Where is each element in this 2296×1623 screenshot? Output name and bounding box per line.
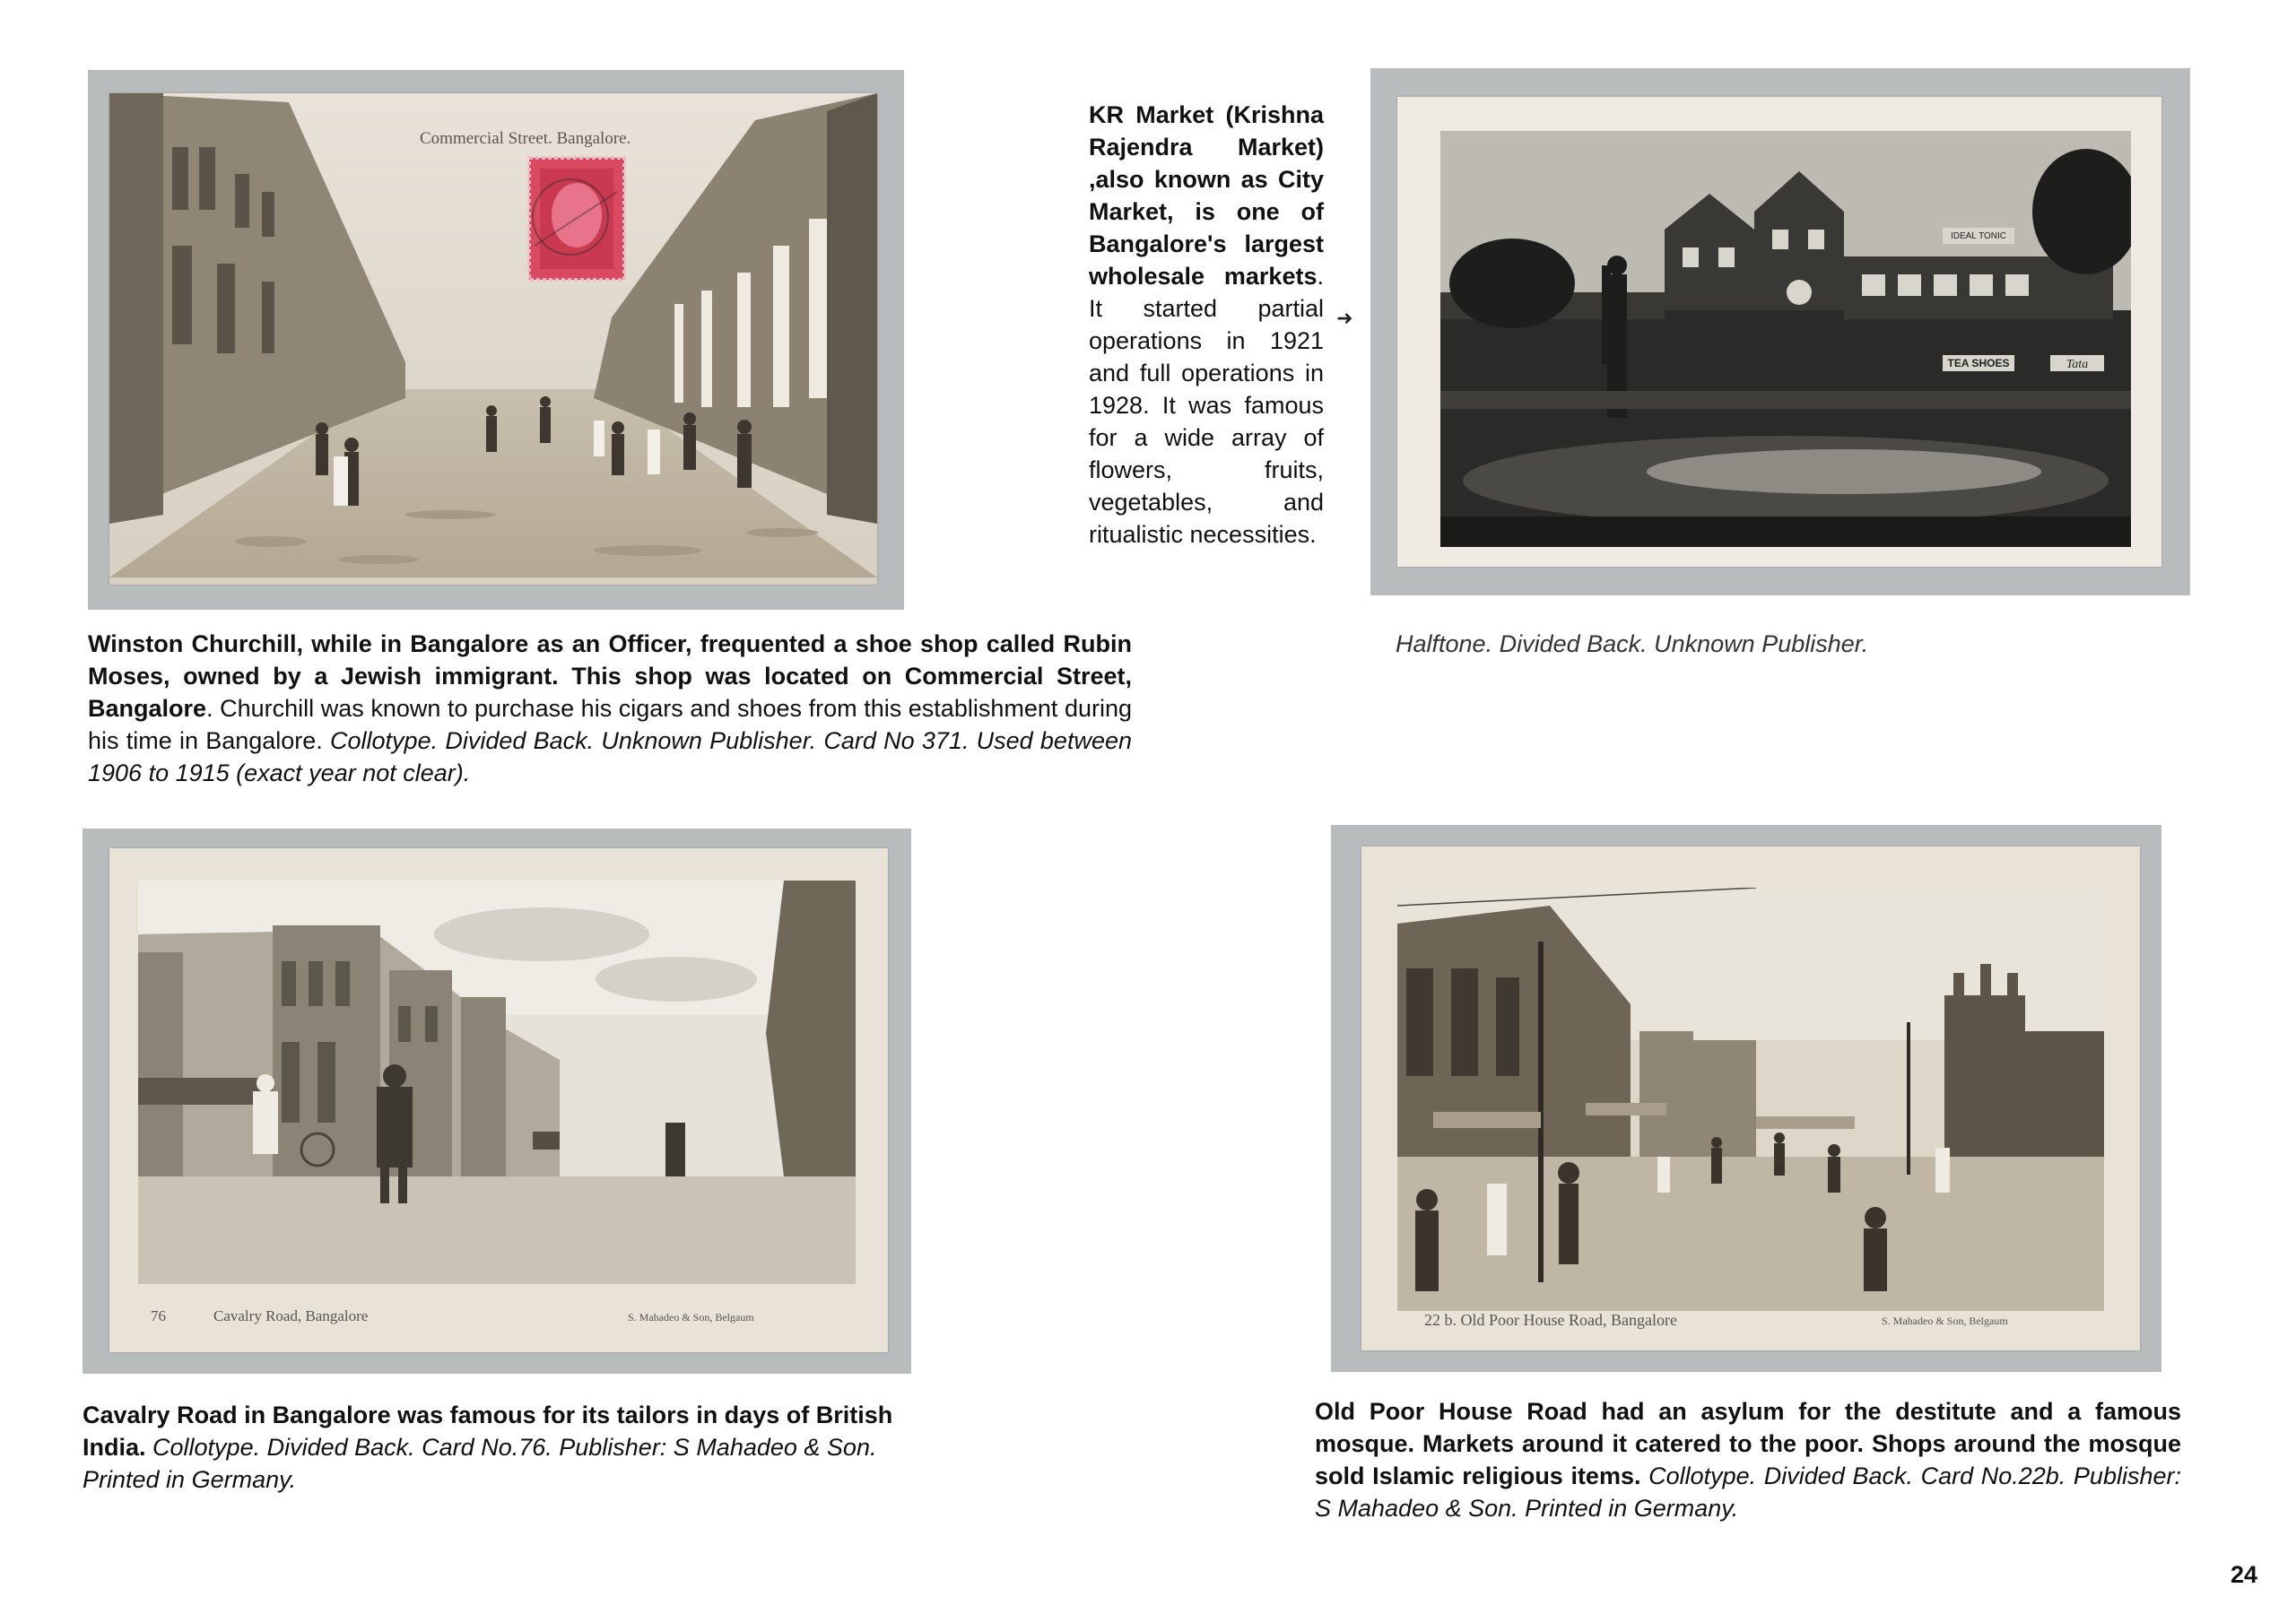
caption-old-poor-house-road-bold: Old Poor House Road had an asylum for the destitute and a famous mosque. Markets around it catered to the poor. Shops around the mosque sold Islamic religious items. xyxy=(1315,1398,2181,1489)
printed-title-old-poor-house-road: 22 b. Old Poor House Road, Bangalore xyxy=(1424,1311,1677,1329)
printed-publisher-cavalry-road: S. Mahadeo & Son, Belgaum xyxy=(628,1311,754,1324)
arrow-icon: ➜ xyxy=(1336,307,1353,329)
kr-market-description-bold: KR Market (Krishna Rajendra Market) ,also known as City Market, is one of Bangalore's largest wholesale markets xyxy=(1089,101,1324,290)
photo-old-poor-house-road xyxy=(1397,888,2104,1311)
caption-kr-market-italic: Halftone. Divided Back. Unknown Publisher. xyxy=(1396,630,1869,657)
printed-title-commercial-street: Commercial Street. Bangalore. xyxy=(420,129,631,148)
sign-tata: Tata xyxy=(2066,358,2089,371)
postage-stamp xyxy=(527,156,626,282)
caption-commercial-street-bold: Winston Churchill, while in Bangalore as an Officer, frequented a shoe shop called Rubin Moses, owned by a Jewish immigrant. This shop was located on Commercial Street, Bangalore xyxy=(88,630,1132,722)
postcard-kr-market xyxy=(1397,97,2161,567)
printed-publisher-old-poor-house-road: S. Mahadeo & Son, Belgaum xyxy=(1882,1315,2008,1327)
postcard-mount-old-poor-house-road xyxy=(1331,825,2161,1372)
sign-tea-shoes: TEA SHOES xyxy=(1947,357,2010,369)
printed-title-cavalry-road: Cavalry Road, Bangalore xyxy=(213,1307,369,1324)
postcard-commercial-street xyxy=(109,93,877,585)
photo-commercial-street xyxy=(109,93,877,585)
sign-ideal-tonic: IDEAL TONIC xyxy=(1950,231,2007,241)
caption-commercial-street xyxy=(88,628,1132,789)
caption-commercial-street-plain: . Churchill was known to purchase his cigars and shoes from this establishment during his time in Bangalore. xyxy=(88,695,1132,754)
photo-cavalry-road xyxy=(138,881,856,1284)
caption-cavalry-road-bold: Cavalry Road in Bangalore was famous for its tailors in days of British India. xyxy=(83,1402,893,1461)
caption-old-poor-house-road xyxy=(1315,1395,2181,1524)
page-number: 24 xyxy=(2230,1561,2257,1588)
postcard-mount-cavalry-road xyxy=(83,829,911,1374)
caption-cavalry-road-italic: Collotype. Divided Back. Card No.76. Publisher: S Mahadeo & Son. Printed in Germany. xyxy=(83,1434,877,1493)
photo-kr-market xyxy=(1440,131,2131,547)
printed-number-cavalry-road: 76 xyxy=(151,1307,166,1324)
postcard-old-poor-house-road xyxy=(1361,846,2140,1350)
postcard-cavalry-road xyxy=(109,848,888,1352)
postcard-mount-kr-market xyxy=(1370,68,2190,595)
kr-market-description-plain: . It started partial operations in 1921 and full operations in 1928. It was famous for a wide array of flowers, fruits, vegetables, and ritualistic necessities. xyxy=(1089,263,1324,548)
caption-cavalry-road xyxy=(83,1399,952,1496)
caption-old-poor-house-road-italic: Collotype. Divided Back. Card No.22b. Publisher: S Mahadeo & Son. Printed in Germany. xyxy=(1315,1462,2181,1522)
postcard-mount-commercial-street xyxy=(88,70,904,610)
kr-market-description xyxy=(1089,99,1324,551)
caption-commercial-street-italic: Collotype. Divided Back. Unknown Publisher. Card No 371. Used between 1906 to 1915 (exact year not clear). xyxy=(88,727,1132,786)
caption-kr-market xyxy=(1396,628,2023,660)
